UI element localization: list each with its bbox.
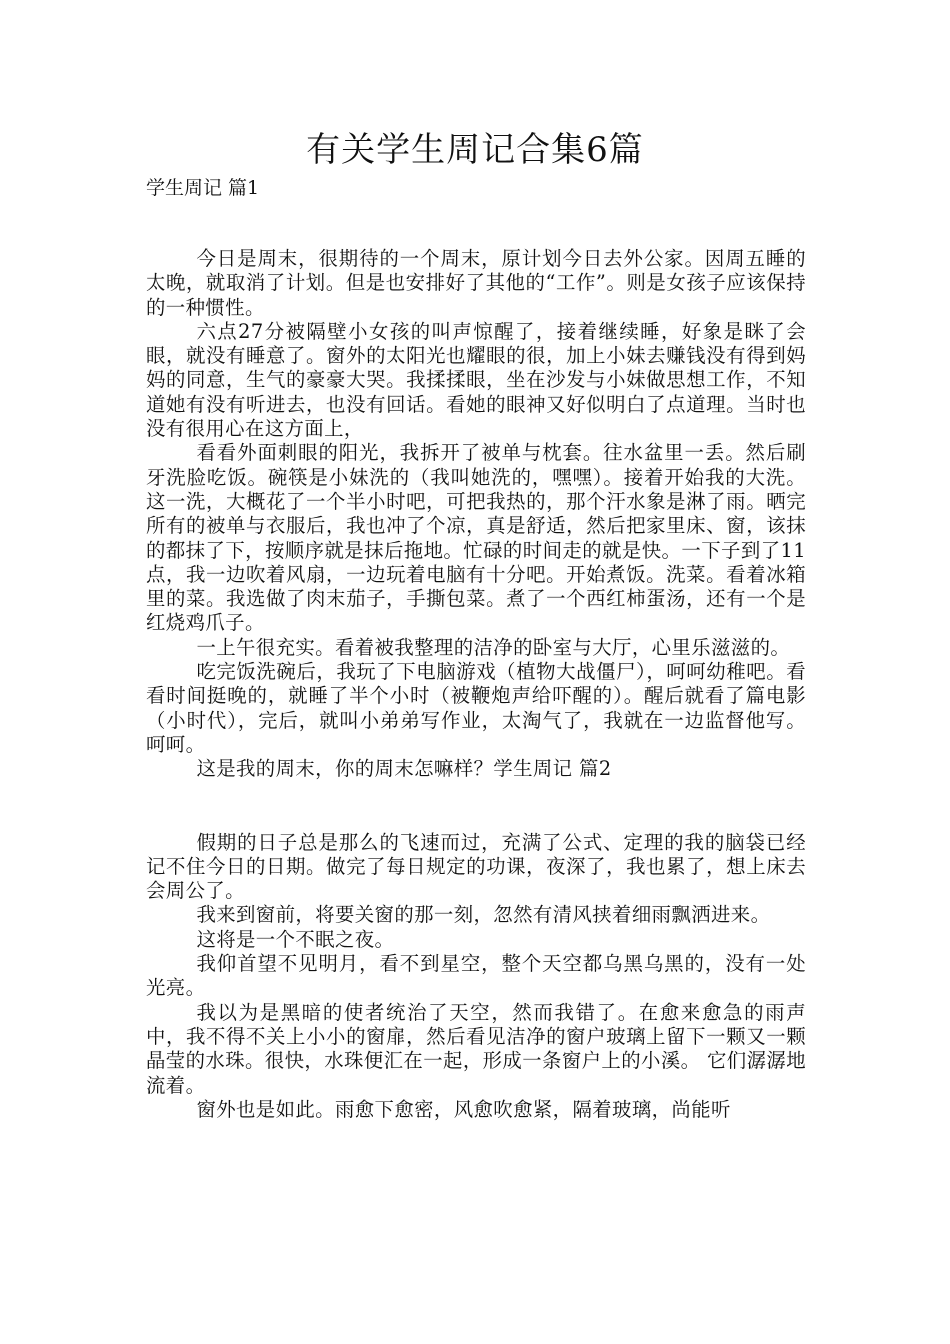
paragraph: 六点27分被隔壁小女孩的叫声惊醒了，接着继续睡，好象是眯了会眼，就没有睡意了。窗外的太阳光也耀眼的很，加上小妹去赚钱没有得到妈妈的同意，生气的豪豪大哭。我揉揉眼，坐在沙发与小妹做思想工作，不知道她有没有听进去，也没有回话。看她的眼神又好似明白了点道理。当时也没有很用心在这方面上， [146, 319, 806, 441]
document-body [146, 247, 806, 1122]
paragraph: 吃完饭洗碗后，我玩了下电脑游戏（植物大战僵尸），呵呵幼稚吧。看看时间挺晚的，就睡了半个小时（被鞭炮声给吓醒的）。醒后就看了篇电影（小时代），完后，就叫小弟弟写作业，太淘气了，我就在一边监督他写。呵呵。 [146, 660, 806, 756]
paragraph: 我来到窗前，将要关窗的那一刻，忽然有清风挟着细雨飘洒进来。 [196, 903, 771, 927]
paragraph: 这将是一个不眠之夜。 [196, 927, 395, 951]
paragraph: 假期的日子总是那么的飞速而过，充满了公式、定理的我的脑袋已经记不住今日的日期。做完了每日规定的功课，夜深了，我也累了，想上床去会周公了。 [146, 830, 806, 903]
paragraph: 看看外面刺眼的阳光，我拆开了被单与枕套。往水盆里一丢。然后刷牙洗脸吃饭。碗筷是小妹洗的（我叫她洗的，嘿嘿）。接着开始我的大洗。这一洗，大概花了一个半小时吧，可把我热的，那个汗水象是淋了雨。晒完所有的被单与衣服后，我也冲了个凉，真是舒适，然后把家里床、窗，该抹的都抹了下，按顺序就是抹后拖地。忙碌的时间走的就是快。一下子到了11点，我一边吹着风扇，一边玩着电脑有十分吧。开始煮饭。洗菜。看着冰箱里的菜。我选做了肉末茄子，手撕包菜。煮了一个西红柿蛋汤，还有一个是红烧鸡爪子。 [146, 441, 806, 635]
section-heading-1: 学生周记 篇1 [146, 177, 260, 199]
paragraph-with-section-heading-2: 这是我的周末，你的周末怎嘛样？学生周记 篇2 [196, 757, 612, 781]
paragraph: 窗外也是如此。雨愈下愈密，风愈吹愈紧，隔着玻璃，尚能听 [196, 1097, 731, 1121]
paragraph: 我仰首望不见明月，看不到星空，整个天空都乌黑乌黑的，没有一处光亮。 [146, 952, 806, 1000]
paragraph: 一上午很充实。看着被我整理的洁净的卧室与大厅，心里乐滋滋的。 [196, 635, 791, 659]
paragraph: 我以为是黑暗的使者统治了天空，然而我错了。在愈来愈急的雨声中，我不得不关上小小的窗扉，然后看见洁净的窗户玻璃上留下一颗又一颗晶莹的水珠。很快，水珠便汇在一起，形成一条窗户上的小溪。 它们潺潺地流着。 [146, 1000, 806, 1097]
blank-gap [146, 782, 806, 831]
paragraph: 今日是周末，很期待的一个周末，原计划今日去外公家。因周五睡的太晚，就取消了计划。但是也安排好了其他的“工作”。则是女孩子应该保持的一种惯性。 [146, 247, 806, 319]
page-title: 有关学生周记合集6篇 [306, 130, 644, 170]
